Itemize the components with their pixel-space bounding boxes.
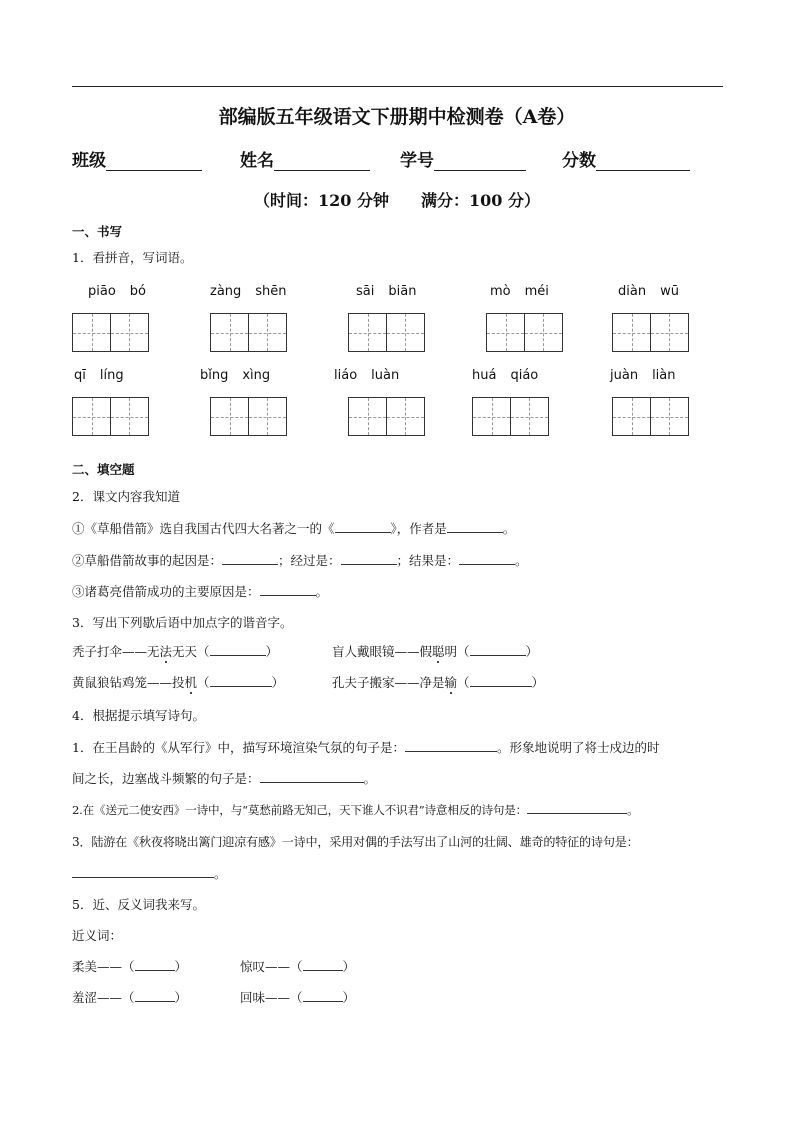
answer-blank[interactable] [260, 770, 364, 783]
grid-cell[interactable] [248, 397, 287, 436]
grid-cell[interactable] [110, 313, 149, 352]
grid-cell[interactable] [248, 313, 287, 352]
writing-grid[interactable] [472, 397, 548, 436]
writing-grid[interactable] [348, 397, 424, 436]
grid-cell[interactable] [72, 397, 111, 436]
question-2-2: ②草船借箭故事的起因是： ；经过是： ；结果是： 。 [72, 553, 528, 568]
grid-cell[interactable] [650, 313, 689, 352]
pinyin-6: qī líng [74, 368, 124, 383]
grid-cell[interactable] [486, 313, 525, 352]
answer-blank[interactable] [72, 865, 214, 878]
writing-grid[interactable] [348, 313, 424, 352]
grid-cell[interactable] [72, 313, 111, 352]
question-2: 2．课文内容我知道 [72, 489, 180, 504]
pinyin-10: juàn liàn [610, 368, 676, 383]
xiehouyu-2: 盲人戴眼镜——假聪明（ ） [332, 644, 539, 659]
synonym-item-4: 回味——（ ） [240, 990, 356, 1005]
grid-cell[interactable] [110, 397, 149, 436]
grid-cell[interactable] [612, 397, 651, 436]
class-blank[interactable] [106, 152, 202, 171]
poem-question-2: 2.在《送元二使安西》一诗中，与“莫愁前路无知己，天下谁人不识君”诗意相反的诗句是： 。 [72, 803, 639, 817]
student-id-field: 学号 [400, 146, 526, 171]
synonym-item-2: 惊叹——（ ） [240, 959, 356, 974]
answer-blank[interactable] [210, 674, 272, 687]
name-blank[interactable] [274, 152, 370, 171]
section-1-heading: 一、书写 [72, 224, 123, 239]
writing-grid[interactable] [72, 397, 148, 436]
pinyin-8: liáo luàn [334, 368, 400, 383]
question-3: 3．写出下列歇后语中加点字的谐音字。 [72, 615, 293, 630]
writing-grid[interactable] [486, 313, 562, 352]
writing-grid[interactable] [210, 313, 286, 352]
poem-question-1-cont: 间之长，边塞战斗频繁的句子是： 。 [72, 771, 377, 786]
grid-cell[interactable] [348, 313, 387, 352]
writing-grid[interactable] [72, 313, 148, 352]
question-2-3: ③诸葛亮借箭成功的主要原因是： 。 [72, 584, 329, 599]
full-score: 满分：100 分） [421, 191, 540, 210]
answer-blank[interactable] [222, 552, 278, 565]
pinyin-3: sāi biān [356, 284, 417, 299]
poem-question-3: 3．陆游在《秋夜将晓出篱门迎凉有感》一诗中，采用对偶的手法写出了山河的壮阔、雄奇的特征的诗句是： [72, 835, 639, 849]
grid-cell[interactable] [524, 313, 563, 352]
poem-question-1: 1．在王昌龄的《从军行》中，描写环境渲染气氛的句子是： 。形象地说明了将士戍边的时 [72, 740, 660, 755]
pinyin-7: bǐng xìng [200, 368, 271, 383]
answer-blank[interactable] [260, 583, 316, 596]
writing-grid[interactable] [612, 397, 688, 436]
grid-cell[interactable] [210, 397, 249, 436]
answer-blank[interactable] [527, 801, 627, 814]
answer-blank[interactable] [470, 674, 532, 687]
score-field: 分数 [562, 146, 690, 171]
grid-cell[interactable] [348, 397, 387, 436]
question-5: 5．近、反义词我来写。 [72, 897, 205, 912]
grid-cell[interactable] [386, 313, 425, 352]
score-blank[interactable] [596, 152, 690, 171]
synonym-item-1: 柔美——（ ） [72, 959, 188, 974]
synonym-label: 近义词： [72, 928, 123, 943]
answer-blank[interactable] [405, 739, 497, 752]
answer-blank[interactable] [135, 958, 175, 971]
page-title: 部编版五年级语文下册期中检测卷（A卷） [218, 106, 576, 128]
question-4: 4．根据提示填写诗句。 [72, 708, 205, 723]
top-rule [72, 86, 723, 87]
pinyin-5: diàn wū [618, 284, 679, 299]
grid-cell[interactable] [612, 313, 651, 352]
grid-cell[interactable] [210, 313, 249, 352]
pinyin-4: mò méi [490, 284, 549, 299]
answer-blank[interactable] [303, 989, 343, 1002]
pinyin-2: zàng shēn [210, 284, 287, 299]
student-id-blank[interactable] [434, 152, 526, 171]
answer-blank[interactable] [341, 552, 397, 565]
answer-blank[interactable] [470, 643, 526, 656]
section-2-heading: 二、填空题 [72, 462, 135, 477]
grid-cell[interactable] [386, 397, 425, 436]
exam-time-line [0, 188, 794, 211]
answer-blank[interactable] [335, 520, 391, 533]
answer-blank[interactable] [210, 643, 266, 656]
question-1: 1．看拼音，写词语。 [72, 250, 193, 265]
exam-time: （时间：120 分钟 [254, 191, 389, 210]
grid-cell[interactable] [472, 397, 511, 436]
answer-blank[interactable] [459, 552, 515, 565]
writing-grid[interactable] [612, 313, 688, 352]
answer-blank[interactable] [303, 958, 343, 971]
grid-cell[interactable] [510, 397, 549, 436]
question-2-1: ①《草船借箭》选自我国古代四大名著之一的《 》，作者是 。 [72, 521, 516, 536]
synonym-item-3: 羞涩——（ ） [72, 990, 188, 1005]
xiehouyu-1: 秃子打伞——无法无天（ ） [72, 644, 279, 659]
name-field: 姓名 [240, 146, 370, 171]
class-field: 班级 [72, 146, 202, 171]
grid-cell[interactable] [650, 397, 689, 436]
answer-blank[interactable] [135, 989, 175, 1002]
answer-blank[interactable] [447, 520, 503, 533]
pinyin-9: huá qiáo [472, 368, 539, 383]
xiehouyu-3: 黄鼠狼钻鸡笼——投机（ ） [72, 675, 285, 690]
poem-question-3-cont: 。 [72, 864, 227, 882]
writing-grid[interactable] [210, 397, 286, 436]
xiehouyu-4: 孔夫子搬家——净是输（ ） [332, 675, 545, 690]
pinyin-1: piāo bó [88, 284, 147, 299]
